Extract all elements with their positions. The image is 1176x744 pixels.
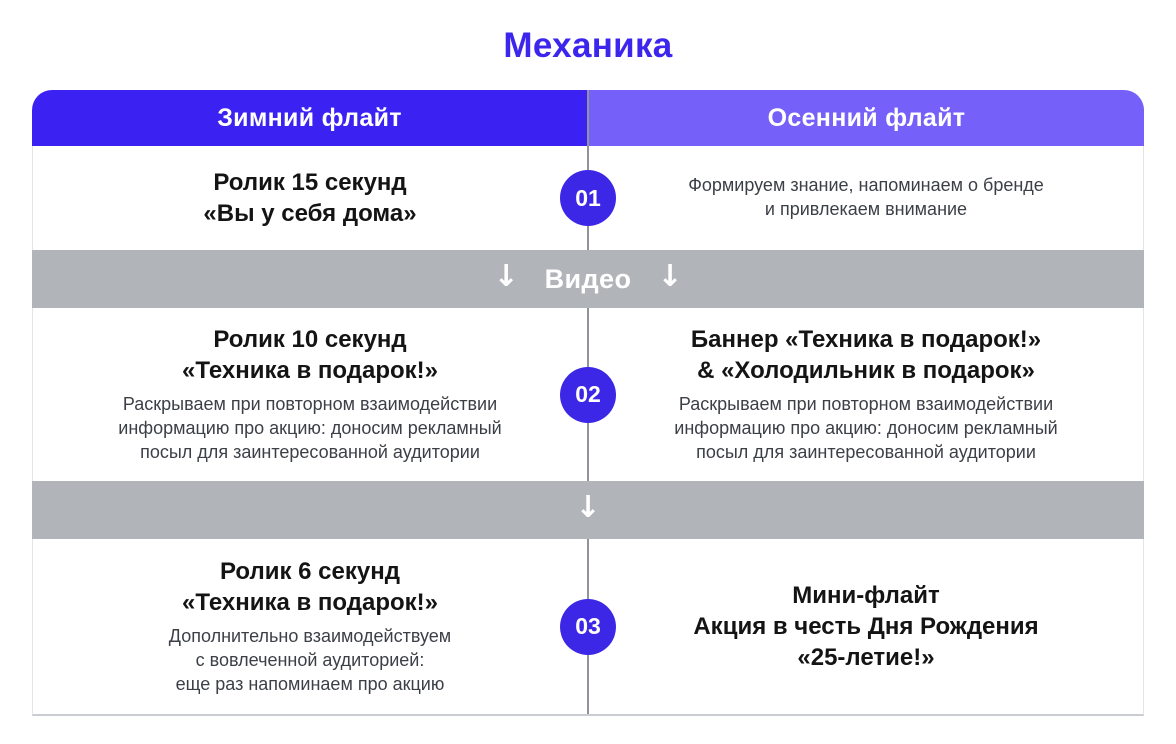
step-title-line: «Техника в подарок!» xyxy=(182,589,438,617)
step-row-2 xyxy=(32,308,1144,481)
step-3-winter-title xyxy=(67,556,553,618)
step-title-line: «25-летие!» xyxy=(797,644,935,672)
step-title-line: Ролик 10 секунд xyxy=(213,325,407,353)
step-desc-line: Дополнительно взаимодействуем xyxy=(168,626,452,647)
step-3-autumn-title xyxy=(623,580,1109,674)
step-desc-line: Формируем знание, напоминаем о бренде xyxy=(688,175,1044,196)
step-title-line: Акция в честь Дня Рождения xyxy=(693,612,1039,640)
step-desc-line: посыл для заинтересованной аудитории xyxy=(140,442,480,463)
step-desc-line: и привлекаем внимание xyxy=(764,199,968,219)
step-title-line: & «Холодильник в подарок» xyxy=(697,357,1035,385)
step-3-winter-cell xyxy=(33,539,587,714)
step-2-autumn-title xyxy=(623,324,1109,386)
step-2-winter-title xyxy=(67,324,553,386)
step-2-autumn-cell xyxy=(587,308,1143,481)
step-number-badge-01: 01 xyxy=(560,170,616,226)
step-title-line: «Вы у себя дома» xyxy=(203,200,417,227)
step-desc-line: посыл для заинтересованной аудитории xyxy=(696,442,1036,463)
step-2-autumn-description xyxy=(623,393,1109,465)
step-3-winter-description xyxy=(67,625,553,697)
step-1-winter-title xyxy=(67,167,553,229)
step-desc-line: информацию про акцию: доносим рекламный xyxy=(118,418,502,439)
column-header-autumn-flight: Осенний флайт xyxy=(587,90,1144,146)
down-arrow-icon: ↓ xyxy=(493,259,519,294)
step-desc-line: информацию про акцию: доносим рекламный xyxy=(674,418,1058,439)
video-band-label: Видео xyxy=(544,263,632,294)
step-desc-line: Раскрываем при повторном взаимодействии xyxy=(678,394,1054,415)
down-arrow-icon: ↓ xyxy=(575,490,601,525)
step-desc-line: еще раз напоминаем про акцию xyxy=(175,674,445,695)
step-number-badge-02: 02 xyxy=(560,367,616,423)
column-header-winter-flight: Зимний флайт xyxy=(32,90,587,146)
down-arrow-icon: ↓ xyxy=(657,259,683,294)
table-header-row xyxy=(32,90,1144,146)
step-1-autumn-cell xyxy=(587,146,1143,250)
step-desc-line: с вовлеченной аудиторией: xyxy=(195,650,425,671)
slide-title: Механика xyxy=(503,26,673,65)
arrow-band xyxy=(32,481,1144,539)
step-1-autumn-description xyxy=(623,174,1109,222)
video-band xyxy=(32,250,1144,308)
step-title-line: Ролик 15 секунд xyxy=(213,168,407,196)
step-title-line: Ролик 6 секунд xyxy=(220,557,400,585)
step-title-line: Баннер «Техника в подарок!» xyxy=(690,325,1042,353)
step-2-winter-description xyxy=(67,393,553,465)
step-row-1 xyxy=(32,146,1144,250)
step-row-3 xyxy=(32,539,1144,716)
step-2-winter-cell xyxy=(33,308,587,481)
step-title-line: Мини-флайт xyxy=(792,581,940,609)
step-number-badge-03: 03 xyxy=(560,599,616,655)
step-1-winter-cell xyxy=(33,146,587,250)
step-title-line: «Техника в подарок!» xyxy=(182,357,438,385)
mechanics-table xyxy=(32,90,1144,716)
step-desc-line: Раскрываем при повторном взаимодействии xyxy=(122,394,498,415)
step-3-autumn-cell xyxy=(587,539,1143,714)
